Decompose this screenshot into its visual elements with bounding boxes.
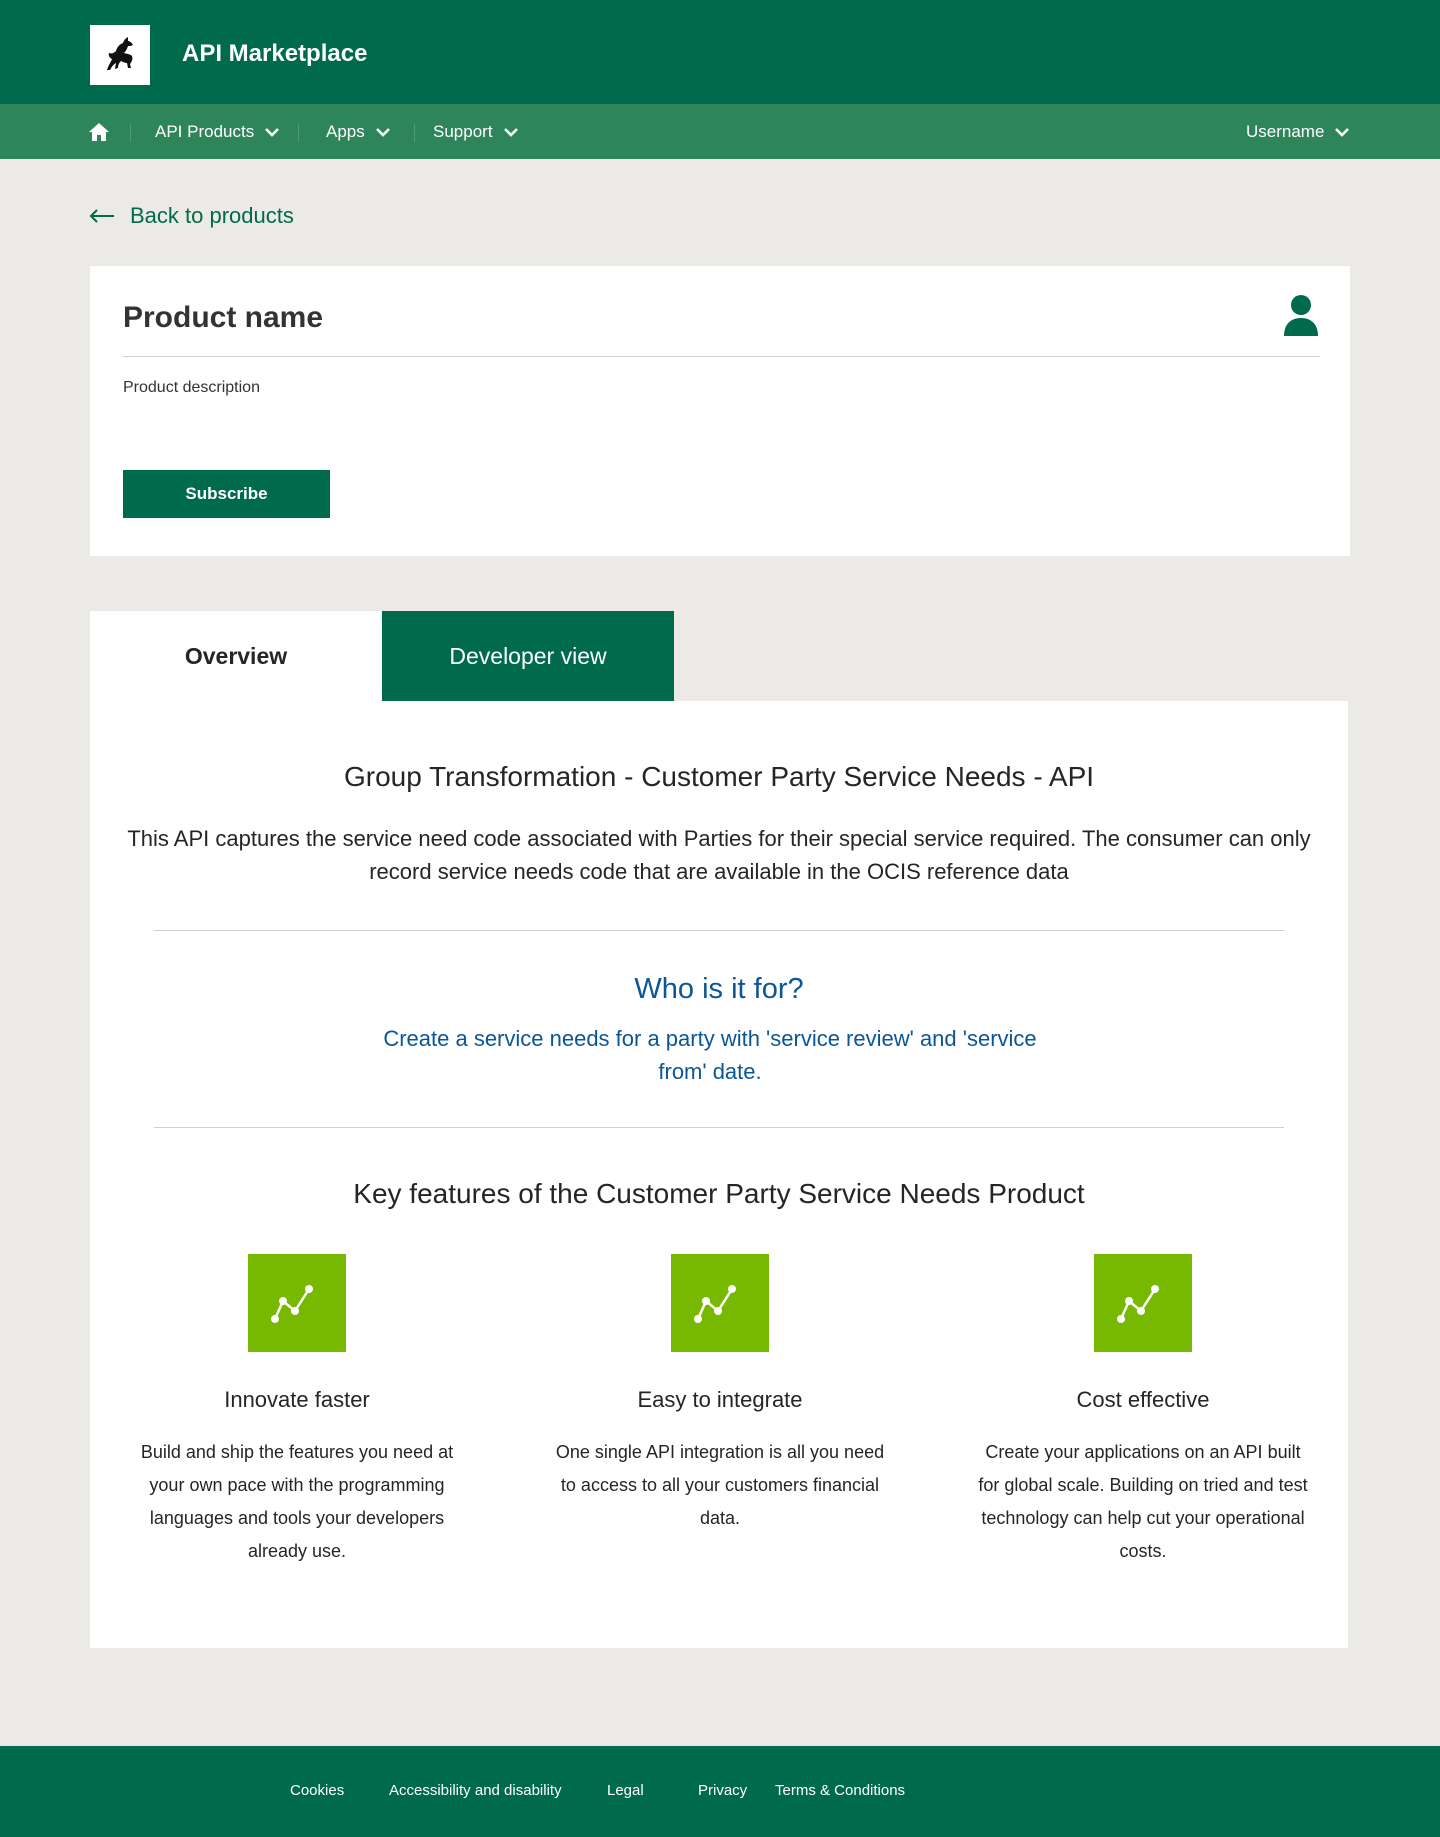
feature-card [127,1254,467,1568]
footer-link-accessibility[interactable]: Accessibility and disability [389,1782,562,1799]
divider [154,1127,1284,1128]
product-name: Product name [123,301,324,334]
line-chart-icon [1094,1254,1192,1352]
nav-item-apps[interactable] [326,122,391,142]
feature-card [550,1254,890,1535]
api-title: Group Transformation - Customer Party Service Needs - API [343,761,1095,792]
nav-divider [414,124,415,142]
chevron-down-icon [1334,124,1350,140]
person-icon [1282,294,1320,336]
feature-title: Innovate faster [224,1387,370,1412]
user-menu[interactable] [1246,122,1350,142]
brand-logo[interactable] [90,25,150,85]
footer [0,1746,1440,1837]
black-horse-logo-icon [97,32,143,78]
divider [123,356,1320,357]
nav-item-label: Apps [326,122,365,141]
line-chart-icon [248,1254,346,1352]
product-description: Product description [123,379,260,396]
brand-title[interactable]: API Marketplace [182,40,368,67]
chevron-down-icon [264,124,280,140]
feature-text: Create your applications on an API built for global scale. Building on tried and test technology can help cut your operational costs. [978,1442,1308,1561]
nav-item-label: Support [433,122,493,141]
footer-link-cookies[interactable]: Cookies [290,1782,345,1799]
overview-panel [90,701,1348,1648]
chevron-down-icon [503,124,519,140]
nav-divider [298,124,299,142]
nav-item-api-products[interactable] [155,122,280,142]
who-is-it-for-heading: Who is it for? [634,973,804,1005]
tab-developer-view[interactable]: Developer view [382,611,674,701]
line-chart-icon [671,1254,769,1352]
nav-divider [130,124,131,142]
back-to-products-link[interactable] [88,203,294,229]
feature-card [973,1254,1313,1568]
who-is-it-for-text: Create a service needs for a party with 'service review' and 'service from' date. [383,1026,1037,1084]
feature-title: Easy to integrate [637,1387,803,1412]
home-icon[interactable] [88,121,110,143]
feature-text: Build and ship the features you need at your own pace with the programming languages and tools your developers already use. [140,1442,454,1561]
footer-link-legal[interactable]: Legal [607,1782,644,1799]
key-features-heading: Key features of the Customer Party Service Needs Product [353,1178,1085,1209]
nav-item-support[interactable] [433,122,519,142]
username-label: Username [1246,122,1325,141]
nav-item-label: API Products [155,122,255,141]
subscribe-button[interactable]: Subscribe [123,470,330,518]
footer-link-terms[interactable]: Terms & Conditions [775,1782,906,1799]
back-link-label: Back to products [130,203,294,228]
feature-title: Cost effective [1076,1387,1210,1412]
arrow-left-icon [88,207,116,225]
product-card [90,266,1350,556]
feature-text: One single API integration is all you need to access to all your customers financial data. [555,1442,885,1528]
divider [154,930,1284,931]
chevron-down-icon [375,124,391,140]
footer-link-privacy[interactable]: Privacy [698,1782,748,1799]
api-description: This API captures the service need code associated with Parties for their special service required. The consumer can only record service needs code that are available in the OCIS reference data [127,826,1311,884]
main-nav [0,104,1440,159]
top-header [0,0,1440,104]
tab-overview[interactable]: Overview [90,611,382,701]
